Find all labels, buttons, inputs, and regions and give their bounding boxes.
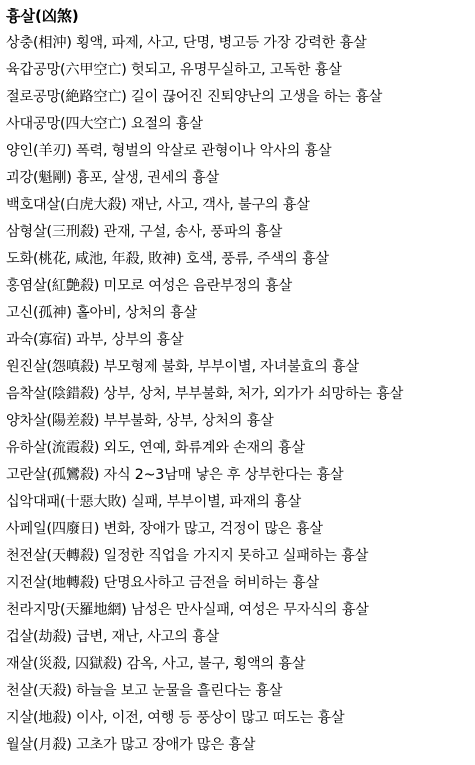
list-item: 홍염살(紅艶殺) 미모로 여성은 음란부정의 흉살 — [6, 278, 292, 294]
list-item: 십악대패(十惡大敗) 실패, 부부이별, 파재의 흉살 — [6, 494, 302, 510]
list-item: 양차살(陽差殺) 부부불화, 상부, 상처의 흉살 — [6, 413, 274, 429]
list-item: 고란살(孤鸞殺) 자식 2~3남매 낳은 후 상부한다는 흉살 — [6, 467, 344, 483]
list-item: 상충(相沖) 횡액, 파제, 사고, 단명, 병고등 가장 강력한 흉살 — [6, 35, 367, 51]
list-item: 지살(地殺) 이사, 이전, 여행 등 풍상이 많고 떠도는 흉살 — [6, 710, 345, 726]
list-item: 천살(天殺) 하늘을 보고 눈물을 흘린다는 흉살 — [6, 683, 283, 699]
list-item: 사대공망(四大空亡) 요절의 흉살 — [6, 116, 203, 132]
list-item: 원진살(怨嗔殺) 부모형제 불화, 부부이별, 자녀불효의 흉살 — [6, 359, 359, 375]
list-item: 재살(災殺, 囚獄殺) 감옥, 사고, 불구, 횡액의 흉살 — [6, 656, 306, 672]
list-item: 백호대살(白虎大殺) 재난, 사고, 객사, 불구의 흉살 — [6, 197, 310, 213]
list-item: 도화(桃花, 咸池, 年殺, 敗神) 호색, 풍류, 주색의 흉살 — [6, 251, 329, 267]
list-item: 겁살(劫殺) 급변, 재난, 사고의 흉살 — [6, 629, 220, 645]
list-item: 천라지망(天羅地網) 남성은 만사실패, 여성은 무자식의 흉살 — [6, 602, 369, 618]
list-item: 지전살(地轉殺) 단명요사하고 금전을 허비하는 흉살 — [6, 575, 319, 591]
list-item: 유하살(流霞殺) 외도, 연예, 화류계와 손재의 흉살 — [6, 440, 305, 456]
list-item: 음착살(陰錯殺) 상부, 상처, 부부불화, 처가, 외가가 쇠망하는 흉살 — [6, 386, 404, 402]
document-title: 흉살(凶煞) — [6, 7, 79, 25]
list-item: 월살(月殺) 고초가 많고 장애가 많은 흉살 — [6, 737, 256, 753]
list-item: 삼형살(三刑殺) 관재, 구설, 송사, 풍파의 흉살 — [6, 224, 283, 240]
list-item: 사페일(四廢日) 변화, 장애가 많고, 걱정이 많은 흉살 — [6, 521, 323, 537]
list-item: 천전살(天轉殺) 일정한 직업을 가지지 못하고 실패하는 흉살 — [6, 548, 369, 564]
list-item: 고신(孤神) 홀아비, 상처의 흉살 — [6, 305, 197, 321]
list-item: 절로공망(絶路空亡) 길이 끊어진 진퇴양난의 고생을 하는 흉살 — [6, 89, 383, 105]
list-item: 과숙(寡宿) 과부, 상부의 흉살 — [6, 332, 184, 348]
list-item: 괴강(魁剛) 흉포, 살생, 권세의 흉살 — [6, 170, 220, 186]
list-item: 양인(羊刃) 폭력, 형벌의 악살로 관형이나 악사의 흉살 — [6, 143, 332, 159]
list-item: 육갑공망(六甲空亡) 헛되고, 유명무실하고, 고독한 흉살 — [6, 62, 342, 78]
entry-list — [6, 30, 475, 759]
